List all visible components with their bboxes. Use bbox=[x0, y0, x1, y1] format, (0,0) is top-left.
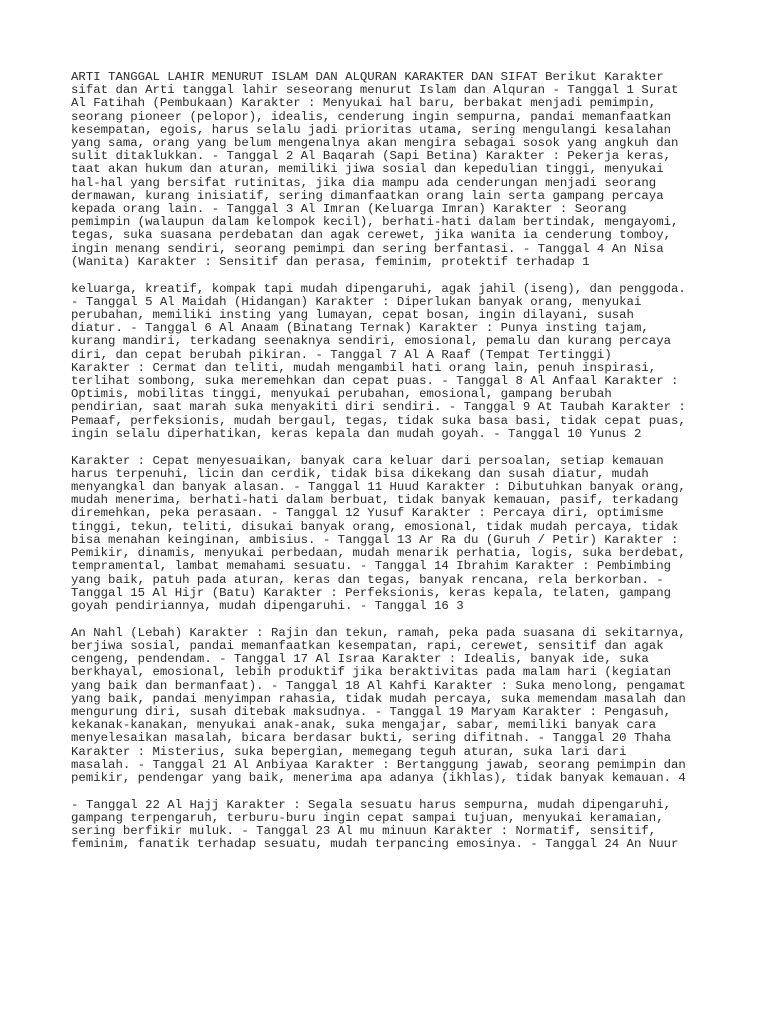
text-line: cengeng, pendendam. - Tanggal 17 Al Israa Karakter : Idealis, banyak ide, suka bbox=[71, 652, 649, 667]
text-line: tinggi, tekun, teliti, disukai banyak orang, emosional, tidak mudah percaya, tidak bbox=[71, 519, 679, 534]
text-line: - Tanggal 5 Al Maidah (Hidangan) Karakter : Diperlukan banyak orang, menyukai bbox=[71, 294, 642, 309]
text-line: pendirian, saat marah suka menyakiti diri sendiri. - Tanggal 9 At Taubah Karakter : bbox=[71, 400, 686, 415]
text-line: taat akan hukum dan aturan, memiliki jiwa sosial dan kepedulian tinggi, menyukai bbox=[71, 162, 664, 177]
document-page bbox=[71, 71, 711, 852]
text-line: yang baik dan bermanfaat). - Tanggal 18 Al Kahfi Karakter : Suka menolong, pengamat bbox=[71, 678, 686, 693]
text-line: ARTI TANGGAL LAHIR MENURUT ISLAM DAN ALQURAN KARAKTER DAN SIFAT Berikut Karakter bbox=[71, 70, 664, 84]
text-line: keluarga, kreatif, kompak tapi mudah dipengaruhi, agak jahil (iseng), dan penggoda. bbox=[71, 281, 686, 296]
text-line: goyah pendiriannya, mudah dipengaruhi. - Tanggal 16 3 bbox=[71, 598, 464, 613]
text-line: diremehkan, peka perasaan. - Tanggal 12 Yusuf Karakter : Percaya diri, optimisme bbox=[71, 506, 664, 521]
text-line: diri, dan cepat berubah pikiran. - Tanggal 7 Al A Raaf (Tempat Tertinggi) bbox=[71, 347, 612, 362]
text-line: diatur. - Tanggal 6 Al Anaam (Binatang Ternak) Karakter : Punya insting tajam, bbox=[71, 321, 649, 336]
text-line: mudah menerima, berhati-hati dalam berbuat, tidak banyak kemauan, pasif, terkadang bbox=[71, 493, 679, 508]
text-line: pemimpin (walaupun dalam kelompok kecil), berhati-hati dalam bertindak, mengayomi, bbox=[71, 215, 679, 230]
text-line: yang baik, pandai menyimpan rahasia, tidak mudah percaya, suka memendam masalah dan bbox=[71, 691, 686, 706]
text-line: Tanggal 15 Al Hijr (Batu) Karakter : Perfeksionis, keras kepala, telaten, gampang bbox=[71, 585, 672, 600]
text-line: sering berfikir muluk. - Tanggal 23 Al mu minuun Karakter : Normatif, sensitif, bbox=[71, 824, 657, 839]
text-line: An Nahl (Lebah) Karakter : Rajin dan tekun, ramah, peka pada suasana di sekitarnya, bbox=[71, 625, 686, 640]
text-line: (Wanita) Karakter : Sensitif dan perasa, feminim, protektif terhadap 1 bbox=[71, 254, 590, 269]
text-line: yang baik, patuh pada aturan, keras dan tegas, banyak rencana, rela berkorban. - bbox=[71, 572, 664, 587]
text-line: berjiwa sosial, pandai memanfaatkan kesempatan, rapi, cerewet, sensitif dan agak bbox=[71, 638, 664, 653]
text-line: mengurung diri, susah ditebak maksudnya. - Tanggal 19 Maryam Karakter : Pengasuh, bbox=[71, 704, 672, 719]
text-line: - Tanggal 22 Al Hajj Karakter : Segala sesuatu harus sempurna, mudah dipengaruhi, bbox=[71, 797, 672, 812]
text-paragraph bbox=[71, 627, 711, 785]
text-paragraph bbox=[71, 283, 711, 441]
text-line: kekanak-kanakan, menyukai anak-anak, suka mengajar, sabar, memiliki banyak cara bbox=[71, 718, 657, 733]
text-line: gampang terpengaruh, terburu-buru ingin cepat sampai tujuan, menyukai keramaian, bbox=[71, 810, 664, 825]
text-line: kesempatan, egois, harus selalu jadi prioritas utama, sering mengulangi kesalahan bbox=[71, 122, 672, 137]
text-paragraph bbox=[71, 799, 711, 852]
text-line: dermawan, kurang inisiatif, sering dimanfaatkan orang lain serta gampang percaya bbox=[71, 188, 664, 203]
text-line: feminim, fanatik terhadap sesuatu, mudah terpancing emosinya. - Tanggal 24 An Nuur bbox=[71, 837, 679, 852]
text-line: bisa menahan keinginan, ambisius. - Tanggal 13 Ar Ra du (Guruh / Petir) Karakter : bbox=[71, 532, 679, 547]
text-line: menyelesaikan masalah, bicara berdasar bukti, sering difitnah. - Tanggal 20 Thaha bbox=[71, 731, 672, 746]
text-line: Karakter : Misterius, suka bepergian, memegang teguh aturan, suka lari dari bbox=[71, 744, 627, 759]
text-line: ingin menang sendiri, seorang pemimpi dan sering berfantasi. - Tanggal 4 An Nisa bbox=[71, 241, 664, 256]
text-line: ingin selalu diperhatikan, keras kepala dan mudah goyah. - Tanggal 10 Yunus 2 bbox=[71, 426, 642, 441]
text-paragraph bbox=[71, 455, 711, 613]
text-line: pemikir, pendengar yang baik, menerima apa adanya (ikhlas), tidak banyak kemauan. 4 bbox=[71, 770, 686, 785]
text-line: Pemikir, dinamis, menyukai perbedaan, mudah menarik perhatia, logis, suka berdebat, bbox=[71, 546, 686, 561]
text-line: kepada orang lain. - Tanggal 3 Al Imran (Keluarga Imran) Karakter : Seorang bbox=[71, 202, 627, 217]
text-line: Karakter : Cermat dan teliti, mudah mengambil hati orang lain, penuh inspirasi, bbox=[71, 360, 657, 375]
text-line: harus terpenuhi, licin dan cerdik, tidak bisa dikekang dan susah diatur, mudah bbox=[71, 466, 649, 481]
text-line: Pemaaf, perfeksionis, mudah bergaul, tegas, tidak suka basa basi, tidak cepat puas, bbox=[71, 413, 686, 428]
text-line: Optimis, mobilitas tinggi, menyukai perubahan, emosional, gampang berubah bbox=[71, 387, 612, 402]
text-line: tegas, suka suasana perdebatan dan agak cerewet, jika wanita ia cenderung tomboy, bbox=[71, 228, 672, 243]
text-line: Karakter : Cepat menyesuaikan, banyak cara keluar dari persoalan, setiap kemauan bbox=[71, 453, 664, 468]
text-line: masalah. - Tanggal 21 Al Anbiyaa Karakter : Bertanggung jawab, seorang pemimpin dan bbox=[71, 757, 686, 772]
text-line: terlihat sombong, suka meremehkan dan cepat puas. - Tanggal 8 Al Anfaal Karakter : bbox=[71, 374, 679, 389]
text-line: Al Fatihah (Pembukaan) Karakter : Menyukai hal baru, berbakat menjadi pemimpin, bbox=[71, 96, 657, 111]
text-line: sulit ditaklukkan. - Tanggal 2 Al Baqarah (Sapi Betina) Karakter : Pekerja keras, bbox=[71, 149, 672, 164]
text-line: menyangkal dan banyak alasan. - Tanggal 11 Huud Karakter : Dibutuhkan banyak orang, bbox=[71, 480, 686, 495]
text-line: perubahan, memiliki insting yang lumayan, cepat bosan, ingin dilayani, susah bbox=[71, 308, 634, 323]
text-paragraph bbox=[71, 71, 711, 269]
text-line: kurang mandiri, terkadang seenaknya sendiri, emosional, pemalu dan kurang percaya bbox=[71, 334, 672, 349]
text-line: sifat dan Arti tanggal lahir seseorang menurut Islam dan Alquran - Tanggal 1 Surat bbox=[71, 83, 679, 98]
text-line: hal-hal yang bersifat rutinitas, jika dia mampu ada cenderungan menjadi seorang bbox=[71, 175, 657, 190]
text-line: tempramental, lambat memahami sesuatu. - Tanggal 14 Ibrahim Karakter : Pembimbing bbox=[71, 559, 672, 574]
text-line: berkhayal, emosional, lebih produktif jika beraktivitas pada malam hari (kegiatan bbox=[71, 665, 672, 680]
text-line: yang sama, orang yang belum mengenalnya akan mengira sebagai sosok yang angkuh dan bbox=[71, 136, 679, 151]
text-line: seorang pioneer (pelopor), idealis, cenderung ingin sempurna, pandai memanfaatkan bbox=[71, 109, 672, 124]
